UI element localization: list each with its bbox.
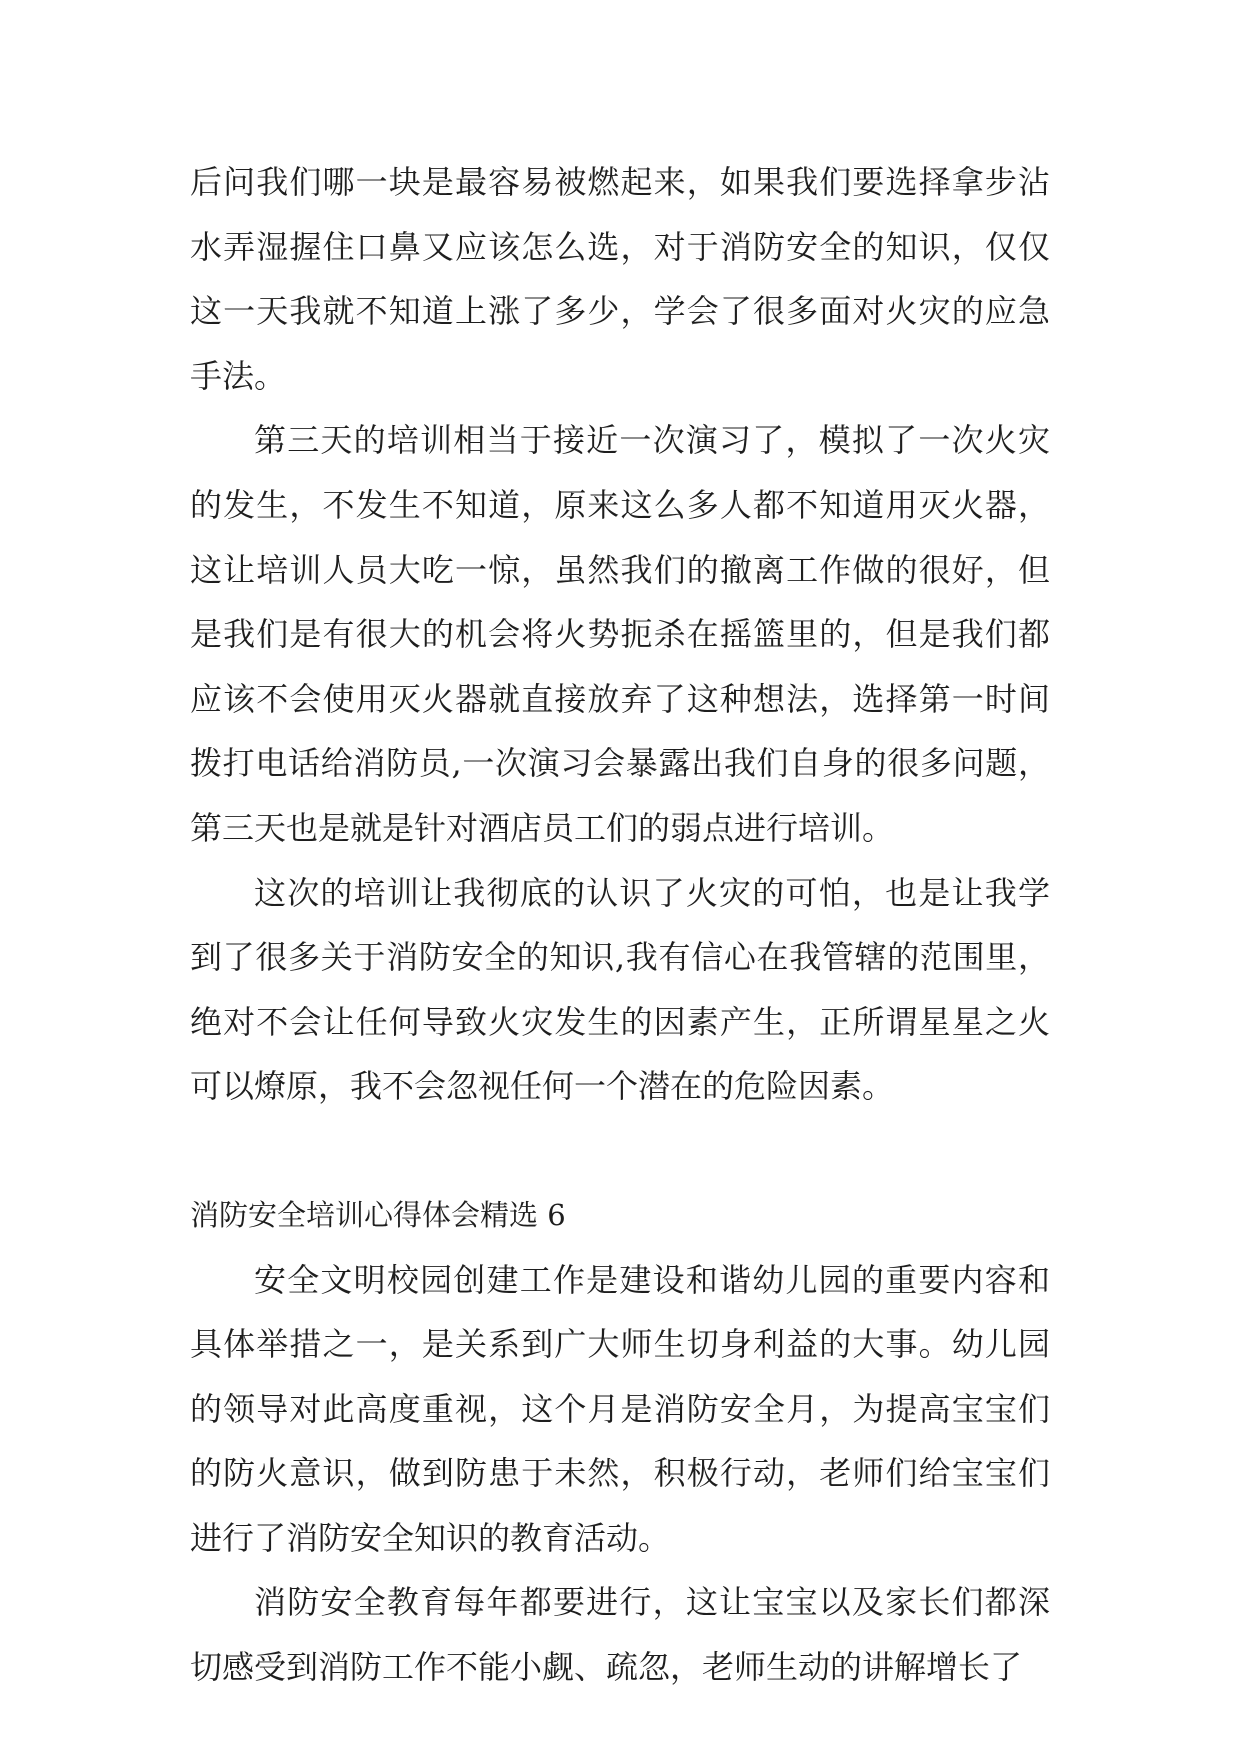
paragraph-training-conclusion: 这次的培训让我彻底的认识了火灾的可怕，也是让我学到了很多关于消防安全的知识,我有信心在我管辖的范围里，绝对不会让任何导致火灾发生的因素产生，正所谓星星之火可以燎原，我不会忽视任何一个潜在的危险因素。 [190, 873, 1050, 1106]
paragraph-safe-campus: 安全文明校园创建工作是建设和谐幼儿园的重要内容和具体举措之一，是关系到广大师生切身利益的大事。幼儿园的领导对此高度重视，这个月是消防安全月，为提高宝宝们的防火意识，做到防患于未然，积极行动，老师们给宝宝们进行了消防安全知识的教育活动。 [190, 1260, 1050, 1557]
paragraph-fire-education: 消防安全教育每年都要进行，这让宝宝以及家长们都深切感受到消防工作不能小觑、疏忽，老师生动的讲解增长了 [190, 1583, 1050, 1687]
paragraph-continued: 后问我们哪一块是最容易被燃起来，如果我们要选择拿步沾水弄湿握住口鼻又应该怎么选，对于消防安全的知识，仅仅这一天我就不知道上涨了多少，学会了很多面对火灾的应急手法。 [190, 163, 1050, 395]
section-spacer [190, 1119, 1050, 1183]
paragraph-day-three-training: 第三天的培训相当于接近一次演习了，模拟了一次火灾的发生，不发生不知道，原来这么多人都不知道用灭火器，这让培训人员大吃一惊，虽然我们的撤离工作做的很好，但是我们是有很大的机会将火势扼杀在摇篮里的，但是我们都应该不会使用灭火器就直接放弃了这种想法，选择第一时间拨打电话给消防员,一次演习会暴露出我们自身的很多问题，第三天也是就是针对酒店员工们的弱点进行培训。 [190, 421, 1050, 847]
section-heading: 消防安全培训心得体会精选 6 [190, 1197, 566, 1232]
document-body [190, 150, 1050, 1700]
